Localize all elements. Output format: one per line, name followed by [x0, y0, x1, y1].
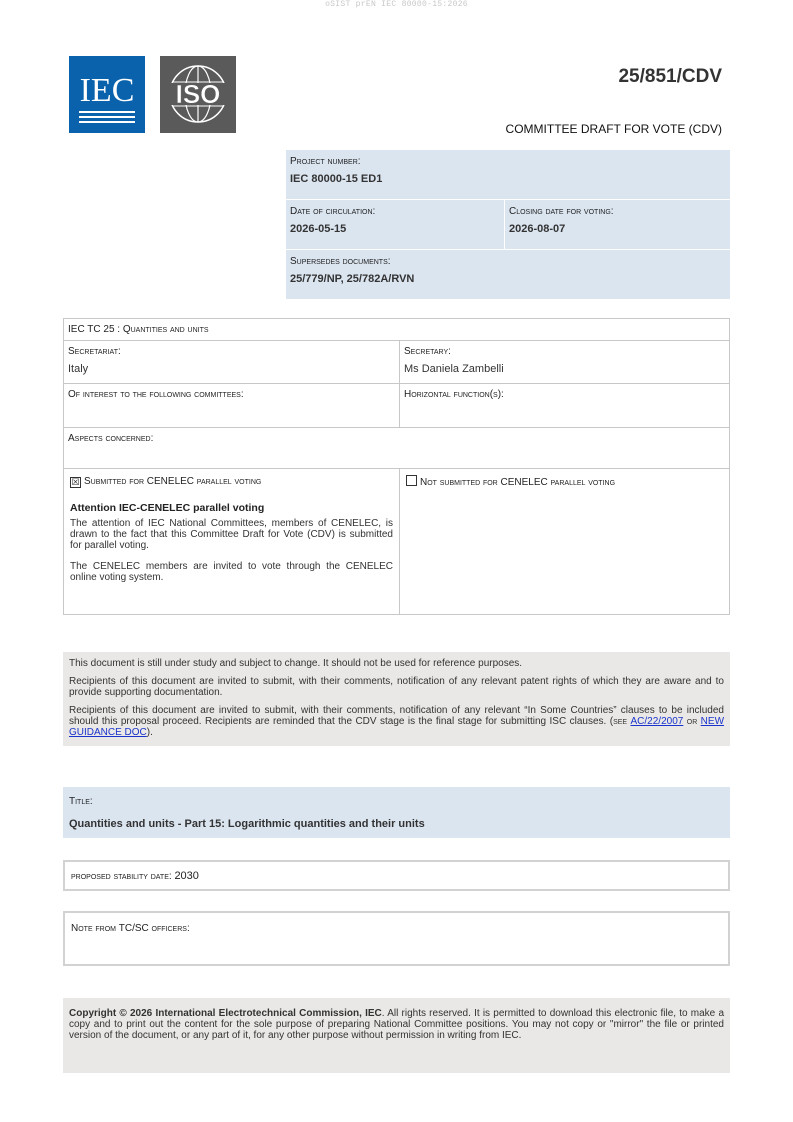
circulation-date-value: 2026-05-15 — [290, 223, 347, 235]
tc-prefix: IEC TC 25 : — [68, 324, 123, 335]
project-number-value: IEC 80000-15 ED1 — [290, 173, 383, 185]
aspects-label: Aspects concerned: — [68, 433, 154, 444]
not-submitted-checkbox[interactable] — [406, 475, 417, 486]
closing-date-value: 2026-08-07 — [509, 223, 566, 235]
closing-date-label: Closing date for voting: — [509, 206, 614, 217]
attention-title: Attention IEC-CENELEC parallel voting — [70, 502, 265, 514]
stability-value: 2030 — [174, 870, 199, 882]
iso-logo-text: ISO — [175, 79, 221, 109]
notice-paragraph-3: Recipients of this document are invited to submit, with their comments, notification of any relevant “In Some Countries” clauses to be included should this proposal proceed. Recipients are reminded that the CDV stage is the final stage for submitting ISC clauses. (see AC/22/2007 or NEW GUIDANCE DOC). — [69, 705, 725, 738]
copyright-text: . All rights reserved. It is permitted to download this electronic file, to make a copy and to print out the content for the sole purpose of preparing National Committee positions. You may not copy or "mirror" the file or printed version of the document, or any part of it, for any other purpose without permission in writing from IEC. — [69, 1008, 725, 1041]
notice-paragraph-2: Recipients of this document are invited to submit, with their comments, notification of any relevant patent rights of which they are aware and to provide supporting documentation. — [69, 676, 724, 698]
supersedes-label: Supersedes documents: — [290, 256, 391, 267]
secretariat-label: Secretariat: — [68, 346, 121, 357]
note-from-officers: Note from TC/SC officers: — [63, 911, 730, 966]
document-number: 25/851/CDV — [618, 66, 722, 87]
circulation-date-label: Date of circulation: — [290, 206, 376, 217]
secretary-value: Ms Daniela Zambelli — [404, 363, 504, 375]
title-value: Quantities and units - Part 15: Logarithmic quantities and their units — [69, 818, 425, 830]
horizontal-function-label: Horizontal function(s): — [404, 389, 504, 400]
tc-name: Quantities and units — [122, 324, 209, 335]
new-guidance-doc-link[interactable]: NEW GUIDANCE DOC — [69, 716, 725, 738]
iec-logo-text: IEC — [79, 72, 135, 109]
watermark: oSIST prEN IEC 80000-15:2026 — [325, 0, 468, 9]
iso-logo — [160, 56, 236, 133]
iec-logo — [69, 56, 145, 133]
secretariat-value: Italy — [68, 363, 89, 375]
copyright-notice — [63, 998, 730, 1073]
secretary-label: Secretary: — [404, 346, 451, 357]
notice-paragraph-1: This document is still under study and subject to change. It should not be used for reference purposes. — [69, 658, 523, 669]
attention-paragraph-2: The CENELEC members are invited to vote through the CENELEC online voting system. — [70, 561, 393, 583]
ac-22-2007-link[interactable]: AC/22/2007 — [630, 716, 684, 727]
notice-block — [63, 652, 730, 746]
committee-table: IEC TC 25 : Quantities and units Secretariat: Italy Secretary: Ms Daniela Zambelli Of interest to the following committees: Horizontal function(s): Aspects concerned: ☒ Submitted for CENELEC parallel voting Attention IEC-CENELEC parallel voting The attention of IEC National Committees, members of CENELEC, is drawn to the fact that this Committee Draft for Vote (CDV) is submitted for parallel voting. The CENELEC members are invited to vote through the CENELEC online voting system. Not submitted for CENELEC parallel voting — [63, 318, 730, 615]
stability-label: proposed stability date: — [71, 871, 175, 882]
title-block — [63, 787, 730, 838]
project-number-label: Project number: — [290, 156, 361, 167]
attention-paragraph-1: The attention of IEC National Committees, members of CENELEC, is drawn to the fact that this Committee Draft for Vote (CDV) is submitted for parallel voting. — [70, 518, 393, 551]
stability-date — [63, 860, 730, 891]
submitted-checkbox[interactable]: ☒ — [71, 477, 80, 487]
interest-label: Of interest to the following committees: — [68, 389, 244, 400]
supersedes-value: 25/779/NP, 25/782A/RVN — [290, 273, 415, 285]
title-label: Title: — [69, 796, 93, 807]
document-type: COMMITTEE DRAFT FOR VOTE (CDV) — [505, 122, 722, 136]
copyright-bold: Copyright © 2026 International Electrotechnical Commission, IEC — [69, 1008, 382, 1019]
project-info — [286, 150, 730, 299]
